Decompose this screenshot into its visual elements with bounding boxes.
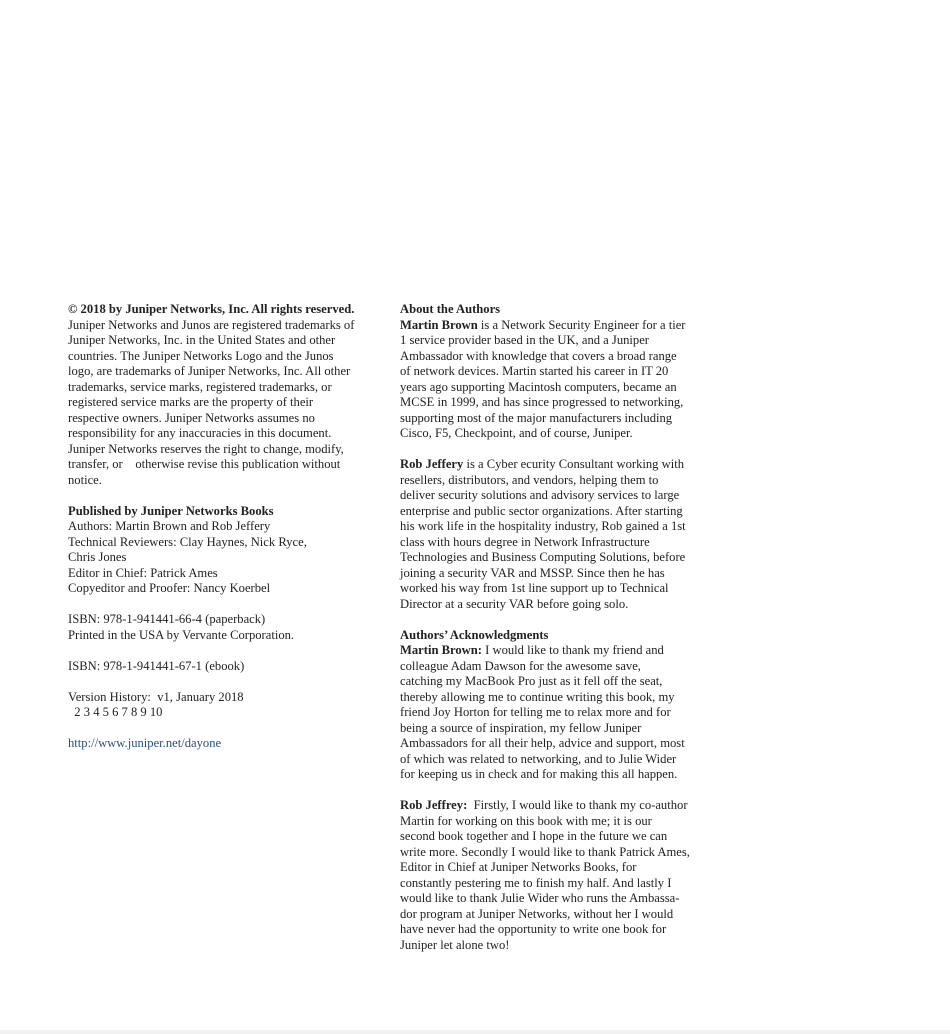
rob-bio-name: Rob Jeffery [400, 457, 464, 471]
martin-bio-line: of network devices. Martin started his career in IT 20 [400, 364, 669, 378]
isbn-paperback-block [68, 612, 378, 643]
published-line: Editor in Chief: Patrick Ames [68, 565, 218, 580]
about-authors-block [400, 302, 710, 442]
rob-bio-line: resellers, distributors, and vendors, helping them to [400, 472, 659, 487]
right-column [400, 302, 710, 969]
copyright-line: Juniper Networks and Junos are registered trademarks of [68, 317, 355, 332]
published-heading: Published by Juniper Networks Books [68, 503, 274, 518]
published-line: Copyeditor and Proofer: Nancy Koerbel [68, 581, 271, 595]
published-line: Technical Reviewers: Clay Haynes, Nick Ryce, [68, 534, 307, 549]
martin-ack-first-line [400, 643, 710, 659]
martin-ack-line: catching my MacBook Pro just as it fell off the seat, [400, 674, 663, 688]
martin-bio-first-line-rest: is a Network Security Engineer for a tier [477, 317, 686, 332]
martin-ack-line: being a source of inspiration, my fellow Juniper [400, 720, 642, 735]
rob-ack-name: Rob Jeffrey: [400, 798, 468, 812]
acknowledgments-heading: Authors’ Acknowledgments [400, 627, 549, 642]
rob-ack-line: Martin for working on this book with me; it is our [400, 813, 652, 828]
page-bottom-edge [0, 1030, 950, 1034]
rob-bio-line: class with hours degree in Network Infrastructure [400, 534, 650, 549]
published-line: Authors: Martin Brown and Rob Jeffery [68, 519, 271, 533]
rob-ack-line: Juniper let alone two! [400, 937, 510, 952]
copyright-line: responsibility for any inaccuracies in this document. [68, 426, 332, 440]
copyright-line: trademarks, service marks, registered trademarks, or [68, 379, 332, 394]
martin-bio-line: supporting most of the major manufacturers including [400, 410, 673, 425]
martin-bio-first-line [400, 318, 710, 334]
acknowledgments-block [400, 628, 710, 783]
rob-ack-block [400, 798, 710, 953]
copyright-line: notice. [68, 472, 102, 487]
martin-bio-line: Ambassador with knowledge that covers a broad range [400, 348, 677, 363]
martin-ack-line: friend Joy Horton for telling me to relax more and for [400, 705, 671, 719]
martin-ack-line: thereby allowing me to continue writing this book, my [400, 689, 675, 704]
rob-ack-line: Editor in Chief at Juniper Networks Books, for [400, 860, 637, 874]
martin-ack-line: colleague Adam Dawson for the awesome save, [400, 658, 641, 673]
copyright-block [68, 302, 378, 488]
martin-ack-line: of which was related to networking, and to Julie Wider [400, 751, 677, 766]
about-authors-heading: About the Authors [400, 302, 501, 316]
martin-ack-line: for keeping us in check and for making this all happen. [400, 767, 678, 781]
martin-bio-line: Cisco, F5, Checkpoint, and of course, Juniper. [400, 426, 633, 440]
rob-ack-line: dor program at Juniper Networks, without her I would [400, 906, 674, 921]
rob-bio-line: worked his way from 1st line support up to Technical [400, 581, 669, 595]
rob-bio-line: enterprise and public sector organizations. After starting [400, 503, 683, 518]
rob-bio-line: his work life in the hospitality industry, Rob gained a 1st [400, 519, 686, 533]
rob-ack-line: write more. Secondly I would like to thank Patrick Ames, [400, 844, 690, 859]
rob-bio-line: Technologies and Business Computing Solutions, before [400, 550, 686, 564]
copyright-line: Juniper Networks, Inc. in the United States and other [68, 333, 336, 347]
rob-bio-line: joining a security VAR and MSSP. Since then he has [400, 565, 665, 580]
left-column [68, 302, 378, 767]
martin-bio-line: MCSE in 1999, and has since progressed to networking, [400, 395, 684, 409]
rob-ack-line: would like to thank Julie Wider who runs the Ambassa- [400, 891, 680, 905]
martin-ack-name: Martin Brown: [400, 643, 482, 657]
rob-ack-line: second book together and I hope in the future we can [400, 829, 668, 843]
isbn-paperback-line: ISBN: 978-1-941441-66-4 (paperback) [68, 612, 266, 626]
rob-bio-line: deliver security solutions and advisory services to large [400, 488, 680, 502]
dayone-link[interactable]: http://www.juniper.net/dayone [68, 736, 222, 750]
copyright-line: registered service marks are the property of their [68, 395, 314, 409]
copyright-line: respective owners. Juniper Networks assumes no [68, 410, 315, 425]
rob-bio-first-line [400, 457, 710, 473]
martin-bio-line: 1 service provider based in the UK, and a Juniper [400, 333, 649, 347]
published-line: Chris Jones [68, 550, 127, 564]
copyright-line: Juniper Networks reserves the right to change, modify, [68, 441, 344, 456]
rob-bio-line: Director at a security VAR before going solo. [400, 596, 629, 611]
isbn-ebook-line: ISBN: 978-1-941441-67-1 (ebook) [68, 658, 245, 673]
version-history-block [68, 690, 378, 721]
isbn-ebook-block [68, 659, 378, 675]
copyright-heading: © 2018 by Juniper Networks, Inc. All rights reserved. [68, 302, 355, 316]
rob-bio-block [400, 457, 710, 612]
martin-bio-line: years ago supporting Macintosh computers, became an [400, 379, 677, 394]
published-block [68, 504, 378, 597]
martin-bio-name: Martin Brown [400, 317, 478, 332]
version-history-line: Version History: v1, January 2018 [68, 689, 244, 704]
rob-ack-first-line-rest: Firstly, I would like to thank my co-author [467, 798, 688, 812]
rob-ack-first-line [400, 798, 710, 814]
copyright-line: countries. The Juniper Networks Logo and the Junos [68, 348, 334, 363]
martin-ack-line: Ambassadors for all their help, advice and support, most [400, 736, 685, 750]
copyright-line: logo, are trademarks of Juniper Networks, Inc. All other [68, 364, 351, 378]
copyright-line: transfer, or otherwise revise this publication without [68, 457, 341, 471]
url-block [68, 736, 378, 752]
rob-bio-first-line-rest: is a Cyber ecurity Consultant working with [463, 457, 685, 471]
rob-ack-line: constantly pestering me to finish my half. And lastly I [400, 875, 672, 890]
rob-ack-line: have never had the opportunity to write one book for [400, 922, 667, 936]
printer-line: Printed in the USA by Vervante Corporation. [68, 627, 295, 642]
printing-numbers-line: 2 3 4 5 6 7 8 9 10 [68, 705, 163, 719]
martin-ack-first-line-rest: I would like to thank my friend and [481, 643, 664, 657]
